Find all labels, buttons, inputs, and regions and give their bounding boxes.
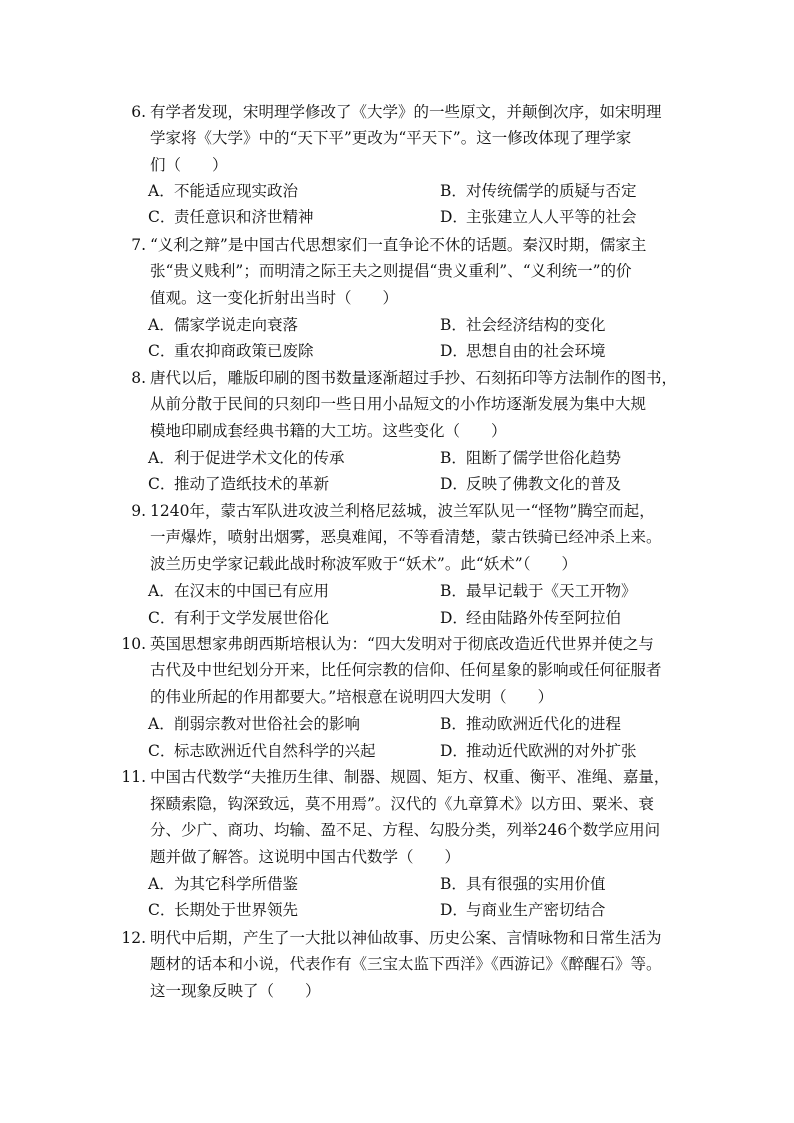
option-d [440, 341, 606, 361]
option-b [440, 714, 621, 734]
question-number: 11. [121, 768, 146, 786]
question-stem-line: 古代及中世纪划分开来，比任何宗教的信仰、任何星象的影响或任何征服者 [150, 661, 662, 679]
question-stem-line: 中国古代数学“夫推历生律、制器、规圆、矩方、权重、衡平、准绳、嘉量， [150, 768, 670, 786]
option-text: 儒家学说走向衰落 [174, 316, 299, 334]
question-stem-line: 张“贵义贱利”；而明清之际王夫之则提倡“贵义重利”、“义利统一”的价 [150, 262, 632, 280]
option-d [440, 608, 621, 628]
option-letter: C． [148, 742, 176, 760]
option-d [440, 741, 637, 761]
option-letter: B． [440, 449, 467, 467]
question-number: 10. [121, 635, 146, 653]
option-text: 推动近代欧洲的对外扩张 [466, 742, 637, 760]
option-a [148, 448, 345, 468]
option-b [440, 581, 637, 601]
option-letter: D． [440, 475, 468, 493]
question-stem-line: 有学者发现，宋明理学修改了《大学》的一些原文，并颠倒次序，如宋明理 [150, 103, 662, 121]
option-text: 反映了佛教文化的普及 [466, 475, 622, 493]
option-c [148, 207, 314, 227]
option-c [148, 608, 329, 628]
option-letter: D． [440, 609, 468, 627]
option-letter: D． [440, 901, 468, 919]
question-stem-line: 题并做了解答。这说明中国古代数学（ ） [150, 848, 461, 866]
question-stem-line: 模地印刷成套经典书籍的大工坊。这些变化（ ） [150, 422, 507, 440]
question-number: 7. [131, 236, 146, 254]
option-text: 最早记载于《天工开物》 [466, 582, 637, 600]
question-stem-line: 们（ ） [150, 156, 228, 174]
option-letter: A． [148, 182, 175, 200]
option-text: 有利于文学发展世俗化 [174, 609, 330, 627]
question-number: 9. [131, 502, 146, 520]
question-stem-line: 这一现象反映了（ ） [150, 982, 321, 1000]
option-text: 在汉末的中国已有应用 [174, 582, 330, 600]
option-a [148, 315, 298, 335]
option-b [440, 448, 621, 468]
question-stem-line: 从前分散于民间的只刻印一些日用小品短文的小作坊逐渐发展为集中大规 [150, 395, 647, 413]
option-letter: D． [440, 342, 468, 360]
option-letter: A． [148, 582, 175, 600]
option-a [148, 874, 298, 894]
option-text: 长期处于世界领先 [174, 901, 299, 919]
option-c [148, 341, 314, 361]
option-text: 对传统儒学的质疑与否定 [466, 182, 637, 200]
option-letter: C． [148, 901, 176, 919]
option-a [148, 181, 298, 201]
option-d [440, 474, 621, 494]
option-b [440, 315, 606, 335]
option-text: 与商业生产密切结合 [466, 901, 606, 919]
option-letter: C． [148, 208, 176, 226]
question-stem-line: 1240年，蒙古军队进攻波兰利格尼兹城，波兰军队见一“怪物”腾空而起， [150, 502, 655, 520]
option-text: 不能适应现实政治 [174, 182, 299, 200]
option-text: 推动了造纸技术的革新 [174, 475, 330, 493]
question-number: 6. [131, 103, 146, 121]
option-text: 重农抑商政策已废除 [174, 342, 314, 360]
option-letter: A． [148, 316, 175, 334]
option-text: 思想自由的社会环境 [466, 342, 606, 360]
option-c [148, 474, 329, 494]
option-letter: B． [440, 182, 467, 200]
question-number: 8. [131, 369, 146, 387]
question-stem-line: 英国思想家弗朗西斯培根认为：“四大发明对于彻底改造近代世界并使之与 [150, 635, 654, 653]
option-letter: B． [440, 582, 467, 600]
question-stem-line: 探赜索隐，钩深致远，莫不用焉”。汉代的《九章算术》以方田、粟米、衰 [150, 795, 654, 813]
question-stem-line: 唐代以后，雕版印刷的图书数量逐渐超过手抄、石刻拓印等方法制作的图书， [150, 369, 678, 387]
option-letter: D． [440, 742, 468, 760]
question-stem-line: 题材的话本和小说，代表作有《三宝太监下西洋》《西游记》《醉醒石》等。 [150, 955, 662, 973]
question-stem-line: “义利之辩”是中国古代思想家们一直争论不休的话题。秦汉时期，儒家主 [150, 236, 647, 254]
option-letter: A． [148, 449, 175, 467]
option-a [148, 714, 360, 734]
option-text: 阻断了儒学世俗化趋势 [466, 449, 622, 467]
question-stem-line: 学家将《大学》中的“天下平”更改为“平天下”。这一修改体现了理学家 [150, 129, 632, 147]
option-b [440, 874, 606, 894]
option-text: 具有很强的实用价值 [466, 875, 606, 893]
option-letter: B． [440, 316, 467, 334]
option-text: 责任意识和济世精神 [174, 208, 314, 226]
question-stem-line: 波兰历史学家记载此战时称波军败于“妖术”。此“妖术”（ ） [150, 555, 577, 573]
question-stem-line: 一声爆炸，喷射出烟雾，恶臭难闻，不等看清楚，蒙古铁骑已经冲杀上来。 [150, 528, 662, 546]
question-stem-line: 分、少广、商功、均输、盈不足、方程、勾股分类，列举246个数学应用问 [150, 821, 661, 839]
option-letter: B． [440, 875, 467, 893]
question-stem-line: 值观。这一变化折射出当时（ ） [150, 289, 399, 307]
option-text: 为其它科学所借鉴 [174, 875, 299, 893]
option-c [148, 741, 376, 761]
option-letter: D． [440, 208, 468, 226]
option-letter: C． [148, 475, 176, 493]
question-number: 12. [121, 929, 146, 947]
option-text: 社会经济结构的变化 [466, 316, 606, 334]
option-text: 标志欧洲近代自然科学的兴起 [174, 742, 376, 760]
option-letter: C． [148, 609, 176, 627]
question-stem-line: 的伟业所起的作用都要大。”培根意在说明四大发明（ ） [150, 688, 554, 706]
option-text: 经由陆路外传至阿拉伯 [466, 609, 622, 627]
option-letter: A． [148, 875, 175, 893]
option-letter: C． [148, 342, 176, 360]
option-text: 主张建立人人平等的社会 [466, 208, 637, 226]
option-d [440, 207, 637, 227]
option-text: 削弱宗教对世俗社会的影响 [174, 715, 361, 733]
option-a [148, 581, 329, 601]
option-c [148, 900, 298, 920]
option-text: 推动欧洲近代化的进程 [466, 715, 622, 733]
option-letter: B． [440, 715, 467, 733]
option-b [440, 181, 637, 201]
option-text: 利于促进学术文化的传承 [174, 449, 345, 467]
option-letter: A． [148, 715, 175, 733]
option-d [440, 900, 606, 920]
question-stem-line: 明代中后期，产生了一大批以神仙故事、历史公案、言情咏物和日常生活为 [150, 929, 662, 947]
